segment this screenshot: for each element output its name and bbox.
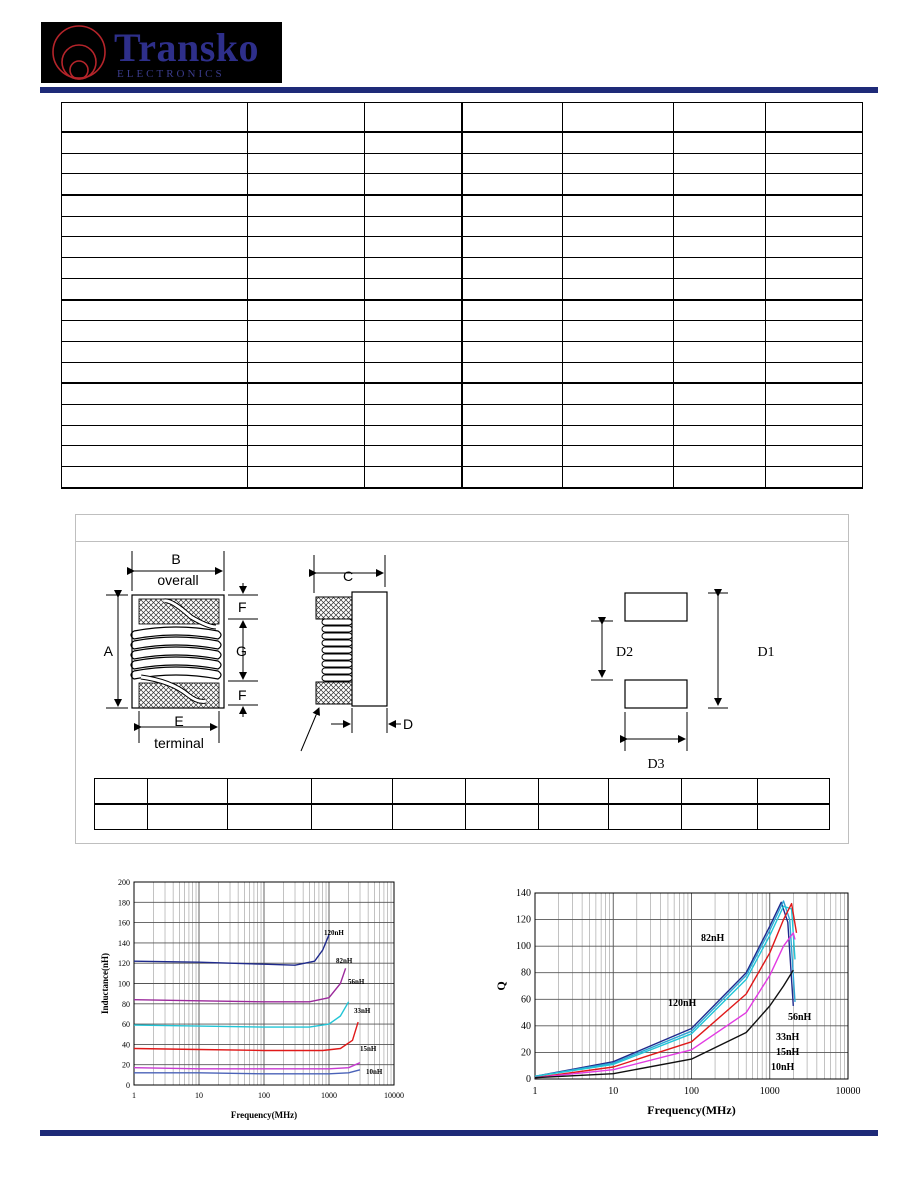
y-tick-label: 140 (516, 888, 531, 899)
series-annotation: 120nH (668, 998, 697, 1009)
spec-cell (674, 425, 766, 446)
dimension-drawing (76, 515, 848, 775)
spec-cell (248, 300, 365, 321)
company-name: Transko (114, 25, 260, 70)
series-annotation: 15nH (776, 1047, 800, 1058)
spec-row (62, 383, 863, 404)
spec-cell (563, 132, 674, 153)
spec-cell (766, 321, 863, 342)
spec-row (62, 300, 863, 321)
dims-cell (609, 779, 682, 805)
spec-cell (62, 341, 248, 362)
y-tick-label: 120 (118, 959, 130, 969)
series-annotation: 10nH (366, 1068, 383, 1076)
spec-cell (365, 300, 462, 321)
land-pattern-drawing (591, 593, 775, 772)
spec-cell (62, 321, 248, 342)
spec-cell (766, 174, 863, 195)
spec-cell (462, 174, 563, 195)
series-annotation: 56nH (348, 978, 365, 986)
spec-cell (462, 341, 563, 362)
series-annotation: 56nH (788, 1012, 812, 1023)
spec-cell (248, 425, 365, 446)
y-tick-label: 80 (521, 967, 531, 979)
spec-cell (248, 467, 365, 488)
spec-row (62, 425, 863, 446)
spec-cell (62, 446, 248, 467)
spec-row (62, 446, 863, 467)
dims-cell (312, 779, 393, 805)
spec-cell (365, 237, 462, 258)
spec-cell (462, 237, 563, 258)
label-e: E (174, 713, 184, 729)
spec-cell (563, 237, 674, 258)
spec-cell (248, 362, 365, 383)
y-tick-label: 20 (122, 1060, 130, 1070)
label-f-bottom: F (238, 687, 247, 703)
spec-cell (766, 216, 863, 237)
y-tick-label: 100 (118, 979, 130, 989)
spec-cell (674, 153, 766, 174)
spec-cell (62, 278, 248, 299)
spec-cell (248, 278, 365, 299)
spec-cell (462, 103, 563, 133)
spec-cell (248, 383, 365, 404)
spec-cell (674, 300, 766, 321)
x-tick-label: 1000 (321, 1091, 337, 1100)
dims-cell (148, 779, 228, 805)
spec-cell (563, 425, 674, 446)
spec-cell (365, 153, 462, 174)
spec-cell (766, 467, 863, 488)
spec-cell (462, 362, 563, 383)
rings-logo-icon (41, 22, 121, 83)
x-tick-label: 10 (195, 1091, 203, 1100)
spec-cell (766, 278, 863, 299)
spec-cell (248, 216, 365, 237)
spec-cell (248, 103, 365, 133)
spec-cell (248, 153, 365, 174)
spec-cell (563, 278, 674, 299)
y-tick-label: 160 (118, 918, 130, 928)
spec-row (62, 132, 863, 153)
spec-row (62, 216, 863, 237)
spec-cell (248, 195, 365, 216)
spec-cell (674, 132, 766, 153)
spec-cell (365, 383, 462, 404)
spec-cell (248, 237, 365, 258)
spec-cell (248, 404, 365, 425)
spec-cell (365, 467, 462, 488)
spec-cell (62, 153, 248, 174)
x-axis-label: Frequency(MHz) (647, 1103, 736, 1117)
y-tick-label: 20 (521, 1047, 531, 1059)
y-tick-label: 60 (521, 994, 531, 1006)
spec-cell (462, 258, 563, 279)
label-terminal: terminal (154, 735, 204, 751)
spec-cell (248, 341, 365, 362)
spec-cell (62, 103, 248, 133)
spec-row (62, 467, 863, 488)
dims-cell (466, 779, 539, 805)
spec-cell (462, 404, 563, 425)
dims-cell (228, 779, 312, 805)
spec-cell (674, 174, 766, 195)
x-tick-label: 10 (608, 1086, 619, 1097)
spec-cell (462, 321, 563, 342)
spec-cell (62, 195, 248, 216)
spec-cell (766, 195, 863, 216)
label-g: G (236, 643, 247, 659)
series-line (535, 970, 793, 1078)
dims-cell (758, 779, 830, 805)
y-tick-label: 140 (118, 938, 130, 948)
spec-cell (62, 237, 248, 258)
spec-cell (62, 300, 248, 321)
spec-row (62, 237, 863, 258)
spec-cell (62, 362, 248, 383)
dims-cell (758, 804, 830, 830)
x-tick-label: 1 (132, 1091, 136, 1100)
spec-row (62, 404, 863, 425)
spec-cell (62, 383, 248, 404)
spec-cell (62, 174, 248, 195)
dims-cell (682, 804, 758, 830)
spec-cell (766, 258, 863, 279)
spec-cell (563, 341, 674, 362)
label-overall: overall (157, 572, 199, 588)
spec-cell (365, 278, 462, 299)
spec-cell (766, 153, 863, 174)
spec-cell (563, 321, 674, 342)
spec-cell (766, 341, 863, 362)
spec-cell (248, 446, 365, 467)
y-tick-label: 200 (118, 878, 130, 887)
spec-cell (674, 321, 766, 342)
spec-cell (563, 467, 674, 488)
dimensions-table (94, 778, 830, 830)
dims-cell (466, 804, 539, 830)
spec-cell (365, 258, 462, 279)
dimensions-panel (75, 514, 849, 844)
spec-cell (62, 404, 248, 425)
spec-cell (462, 195, 563, 216)
spec-row (62, 258, 863, 279)
spec-row (62, 153, 863, 174)
spec-cell (563, 404, 674, 425)
spec-cell (766, 237, 863, 258)
spec-cell (766, 383, 863, 404)
spec-cell (248, 258, 365, 279)
spec-cell (462, 216, 563, 237)
label-d2: D2 (616, 645, 634, 660)
spec-cell (62, 258, 248, 279)
series-annotation: 120nH (324, 929, 344, 937)
spec-cell (248, 321, 365, 342)
spec-cell (62, 467, 248, 488)
y-axis-label: Inductance(nH) (100, 952, 110, 1015)
series-annotation: 15nH (360, 1045, 377, 1053)
spec-cell (462, 300, 563, 321)
spec-cell (365, 425, 462, 446)
spec-cell (766, 103, 863, 133)
series-line (134, 1002, 349, 1027)
spec-cell (248, 174, 365, 195)
spec-cell (462, 467, 563, 488)
dims-cell (95, 804, 148, 830)
y-tick-label: 0 (126, 1081, 130, 1090)
dims-cell (609, 804, 682, 830)
spec-cell (365, 216, 462, 237)
x-tick-label: 10000 (384, 1091, 404, 1100)
spec-cell (462, 132, 563, 153)
inductance-vs-frequency-chart (92, 873, 412, 1128)
side-view-drawing (301, 555, 413, 751)
spec-cell (674, 404, 766, 425)
spec-cell (674, 341, 766, 362)
x-tick-label: 100 (258, 1091, 270, 1100)
y-axis-label: Q (494, 981, 508, 991)
company-logo (41, 22, 282, 83)
y-tick-label: 60 (122, 1020, 130, 1030)
spec-cell (62, 132, 248, 153)
spec-cell (563, 174, 674, 195)
x-axis-label: Frequency(MHz) (230, 1110, 298, 1120)
spec-cell (563, 362, 674, 383)
spec-cell (462, 425, 563, 446)
spec-cell (462, 446, 563, 467)
spec-cell (462, 383, 563, 404)
spec-cell (766, 425, 863, 446)
spec-cell (766, 132, 863, 153)
y-tick-label: 40 (122, 1040, 130, 1050)
dims-row (95, 804, 830, 830)
dims-cell (682, 779, 758, 805)
y-tick-label: 0 (526, 1074, 531, 1085)
spec-cell (674, 362, 766, 383)
y-tick-label: 180 (118, 898, 130, 908)
spec-cell (674, 446, 766, 467)
spec-cell (766, 404, 863, 425)
label-d1: D1 (757, 645, 775, 660)
spec-cell (674, 195, 766, 216)
label-f-top: F (238, 599, 247, 615)
header-rule (40, 87, 878, 93)
series-annotation: 33nH (354, 1007, 371, 1015)
spec-row (62, 195, 863, 216)
dims-cell (95, 779, 148, 805)
dims-cell (148, 804, 228, 830)
label-d: D (403, 716, 414, 732)
series-annotation: 10nH (771, 1062, 795, 1073)
spec-cell (674, 383, 766, 404)
spec-cell (674, 103, 766, 133)
spec-cell (674, 467, 766, 488)
spec-cell (365, 103, 462, 133)
spec-cell (365, 362, 462, 383)
x-tick-label: 100 (684, 1086, 699, 1097)
series-line (134, 968, 346, 1002)
spec-cell (365, 195, 462, 216)
spec-cell (365, 404, 462, 425)
spec-cell (365, 132, 462, 153)
spec-row (62, 174, 863, 195)
series-line (535, 904, 797, 1078)
label-b: B (171, 551, 181, 567)
spec-cell (563, 195, 674, 216)
spec-cell (365, 341, 462, 362)
series-annotation: 82nH (701, 933, 725, 944)
spec-row (62, 321, 863, 342)
spec-cell (674, 216, 766, 237)
dims-row (95, 779, 830, 805)
spec-cell (563, 300, 674, 321)
y-tick-label: 100 (516, 941, 531, 953)
dims-cell (393, 779, 466, 805)
dims-cell (539, 779, 609, 805)
spec-cell (462, 278, 563, 299)
spec-cell (563, 383, 674, 404)
dims-cell (539, 804, 609, 830)
y-tick-label: 40 (521, 1020, 531, 1032)
x-tick-label: 10000 (835, 1086, 861, 1097)
footer-rule (40, 1130, 878, 1136)
spec-cell (766, 300, 863, 321)
dims-cell (228, 804, 312, 830)
spec-cell (62, 425, 248, 446)
spec-cell (365, 321, 462, 342)
spec-cell (766, 362, 863, 383)
company-tagline: ELECTRONICS (117, 68, 225, 80)
spec-cell (462, 153, 563, 174)
spec-cell (563, 216, 674, 237)
spec-cell (248, 132, 365, 153)
spec-cell (365, 174, 462, 195)
top-view-drawing (104, 551, 258, 751)
x-tick-label: 1 (532, 1086, 538, 1097)
spec-cell (563, 103, 674, 133)
y-tick-label: 80 (122, 999, 130, 1009)
label-d3: D3 (647, 757, 665, 772)
spec-cell (62, 216, 248, 237)
spec-cell (563, 258, 674, 279)
spec-cell (674, 278, 766, 299)
series-annotation: 33nH (776, 1032, 800, 1043)
spec-cell (365, 446, 462, 467)
spec-table (61, 102, 863, 489)
label-a: A (103, 643, 113, 659)
series-line (134, 935, 329, 965)
spec-cell (766, 446, 863, 467)
x-tick-label: 1000 (759, 1086, 780, 1097)
spec-row (62, 362, 863, 383)
spec-cell (563, 446, 674, 467)
spec-cell (563, 153, 674, 174)
spec-header-row (62, 103, 863, 133)
label-c: C (342, 568, 354, 584)
dims-cell (312, 804, 393, 830)
y-tick-label: 120 (516, 914, 531, 926)
spec-cell (674, 258, 766, 279)
q-vs-frequency-chart (493, 883, 873, 1128)
series-annotation: 82nH (336, 957, 353, 965)
spec-row (62, 341, 863, 362)
spec-cell (674, 237, 766, 258)
spec-row (62, 278, 863, 299)
dims-cell (393, 804, 466, 830)
